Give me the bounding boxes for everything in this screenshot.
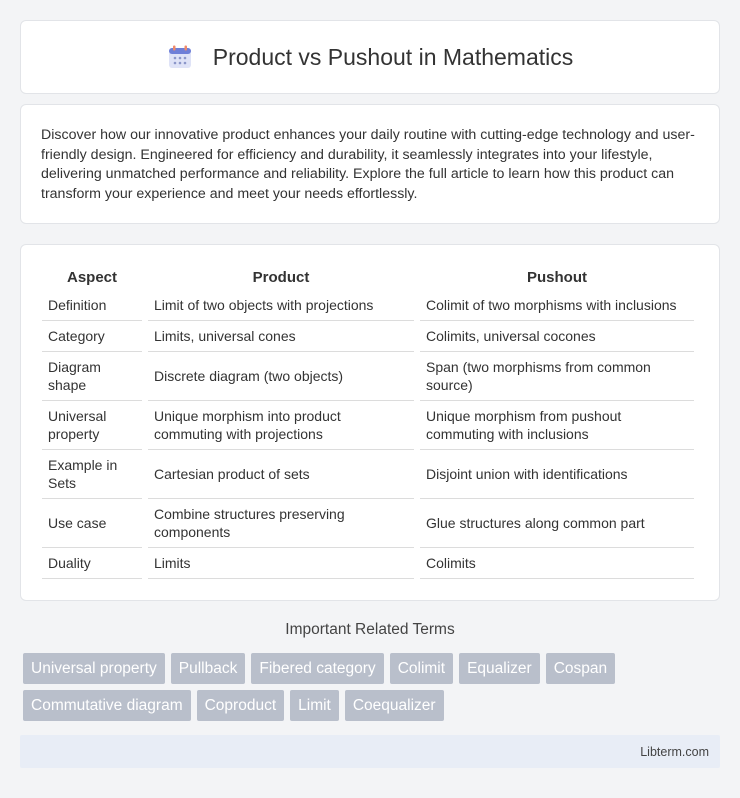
table-cell: Universal property (42, 401, 142, 450)
table-cell: Limit of two objects with projections (148, 289, 414, 321)
table-cell: Limits (148, 548, 414, 579)
intro-card (20, 104, 720, 224)
footer-bar (20, 735, 720, 768)
table-cell: Colimits (420, 548, 694, 579)
table-cell: Disjoint union with identifications (420, 450, 694, 499)
tag-equalizer[interactable]: Equalizer (459, 653, 540, 684)
related-terms-tags (23, 653, 723, 727)
tag-cospan[interactable]: Cospan (546, 653, 615, 684)
table-cell: Use case (42, 499, 142, 548)
footer-site-link[interactable]: Libterm.com (640, 744, 709, 759)
table-cell: Combine structures preserving components (148, 499, 414, 548)
table-cell: Colimit of two morphisms with inclusions (420, 289, 694, 321)
table-row (42, 450, 694, 499)
tag-colimit[interactable]: Colimit (390, 653, 453, 684)
tag-universal-property[interactable]: Universal property (23, 653, 165, 684)
table-cell: Unique morphism from pushout commuting with inclusions (420, 401, 694, 450)
table-row (42, 352, 694, 401)
tag-coequalizer[interactable]: Coequalizer (345, 690, 444, 721)
table-cell: Colimits, universal cocones (420, 321, 694, 352)
table-cell: Category (42, 321, 142, 352)
column-header-pushout: Pushout (527, 269, 587, 286)
column-header-aspect: Aspect (66, 269, 118, 286)
page-title: Product vs Pushout in Mathematics (212, 43, 574, 70)
table-cell: Diagram shape (42, 352, 142, 401)
table-cell: Cartesian product of sets (148, 450, 414, 499)
table-cell: Span (two morphisms from common source) (420, 352, 694, 401)
table-cell: Duality (42, 548, 142, 579)
tag-commutative-diagram[interactable]: Commutative diagram (23, 690, 191, 721)
table-row (42, 321, 694, 352)
tag-coproduct[interactable]: Coproduct (197, 690, 285, 721)
table-row (42, 401, 694, 450)
table-row (42, 499, 694, 548)
table-cell: Discrete diagram (two objects) (148, 352, 414, 401)
tag-limit[interactable]: Limit (290, 690, 339, 721)
tag-pullback[interactable]: Pullback (171, 653, 246, 684)
header-card (20, 20, 720, 94)
table-row (42, 289, 694, 321)
tag-fibered-category[interactable]: Fibered category (251, 653, 383, 684)
table-cell: Limits, universal cones (148, 321, 414, 352)
comparison-table (36, 267, 700, 579)
related-terms-title: Important Related Terms (285, 621, 455, 638)
table-cell: Glue structures along common part (420, 499, 694, 548)
intro-text: Discover how our innovative product enhances your daily routine with cutting-edge technology and user-friendly design. Engineered for efficiency and durability, it seamlessly integrates into your lifestyle, delivering unmatched performance and reliability. Explore the full article to learn how this product can transform your experience and meet your needs effortlessly. (41, 127, 695, 202)
table-cell: Unique morphism into product commuting with projections (148, 401, 414, 450)
table-row (42, 548, 694, 579)
table-cell: Example in Sets (42, 450, 142, 499)
table-cell: Definition (42, 289, 142, 321)
column-header-product: Product (252, 269, 310, 286)
comparison-table-card (20, 244, 720, 601)
calendar-icon (167, 44, 193, 70)
